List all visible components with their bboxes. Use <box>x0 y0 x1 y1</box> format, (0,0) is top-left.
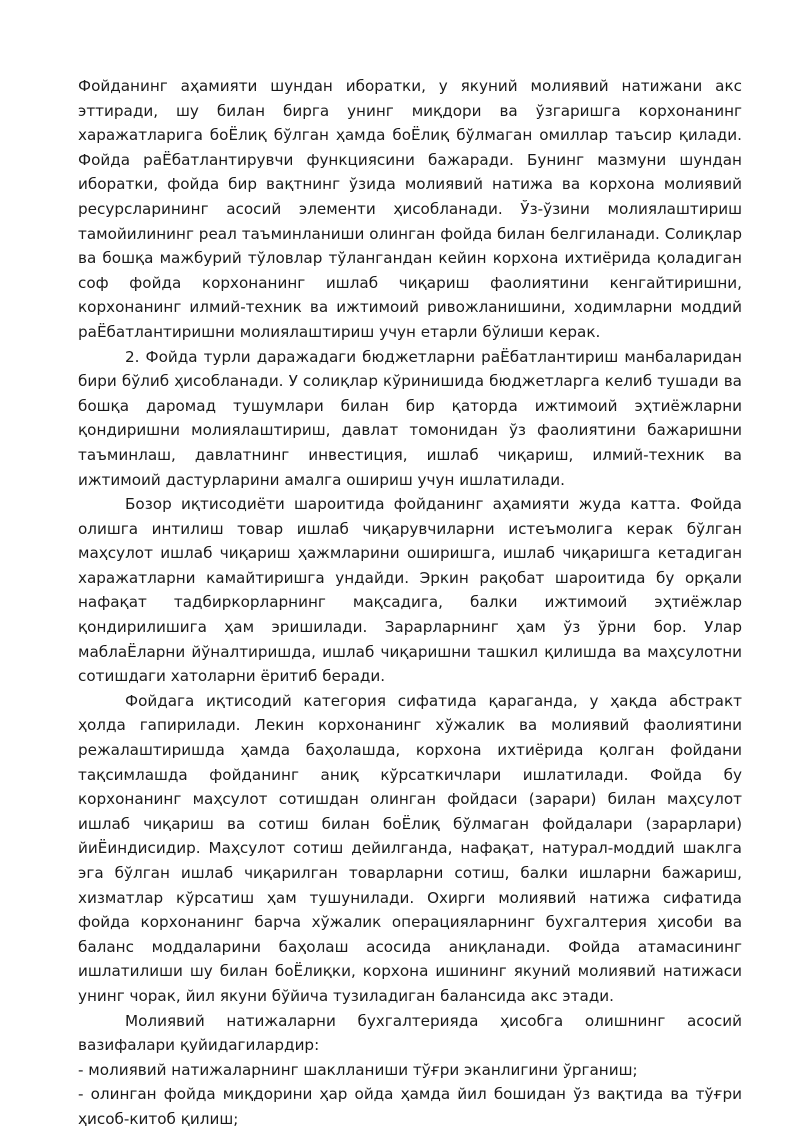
paragraph-budget-source: 2. Фойда турли даражадаги бюджетларни раЁбатлантириш манбаларидан бири бўлиб ҳисобланади. У солиқлар кўринишида бюджетларга келиб тушади ва бошқа даромад тушумлари билан бир қаторда ижтимоий эҳтиёжларни қондиришни молиялаштириш, давлат томонидан ўз фаолиятини бажаришни таъминлаш, давлатнинг инвестиция, ишлаб чиқариш, илмий-техник ва ижтимоий дастурларини амалга ошириш учун ишлатилади. <box>78 347 742 489</box>
document-page <box>78 74 742 1132</box>
list-item-task-1: - молиявий натижаларнинг шаклланиши тўғри эканлигини ўрганиш; <box>78 1060 638 1079</box>
list-item-task-2: - олинган фойда миқдорини ҳар ойда ҳамда йил бошидан ўз вақтида ва тўғри ҳисоб-китоб қилиш; <box>78 1085 742 1128</box>
paragraph-market-economy: Бозор иқтисодиёти шароитида фойданинг аҳамияти жуда катта. Фойда олишга интилиш товар ишлаб чиқарувчиларни истеъмолига керак бўлган маҳсулот ишлаб чиқариш ҳажмларини оширишга, ишлаб чиқаришга кетадиган харажатларни камайтиришга ундайди. Эркин рақобат шароитида бу орқали нафақат тадбиркорларнинг мақсадига, балки ижтимоий эҳтиёжлар қондирилишига ҳам эришилади. Зарарларнинг ҳам ўз ўрни бор. Улар маблаЁларни йўналтиришда, ишлаб чиқаришни ташкил қилишда ва маҳсулотни сотишдаги хатоларни ёритиб беради. <box>78 495 742 686</box>
paragraph-accounting-tasks: Молиявий натижаларни бухгалтерияда ҳисобга олишнинг асосий вазифалари қуйидагилардир: <box>78 1011 742 1055</box>
paragraph-economic-category: Фойдага иқтисодий категория сифатида қараганда, у ҳақда абстракт ҳолда гапирилади. Лекин корхонанинг хўжалик ва молиявий фаолиятини режалаштиришда ҳамда баҳолашда, корхона ихтиёрида қолган фойдани тақсимлашда фойданинг аниқ кўрсаткичлари ишлатилади. Фойда бу корхонанинг маҳсулот сотишдан олинган фойдаси (зарари) билан маҳсулот ишлаб чиқариш ва сотиш билан боЁлиқ бўлмаган фойдалари (зарарлари) йиЁиндисидир. Маҳсулот сотиш дейилганда, нафақат, натурал-моддий шаклга эга бўлган ишлаб чиқарилган товарларни сотиш, балки ишларни бажариш, хизматлар кўрсатиш ҳам тушунилади. Охирги молиявий натижа сифатида фойда корхонанинг барча хўжалик операцияларнинг бухгалтерия ҳисоби ва баланс моддаларини баҳолаш асосида аниқланади. Фойда атамасининг ишлатилиши шу билан боЁлиқки, корхона ишининг якуний молиявий натижаси унинг чорак, йил якуни бўйича тузиладиган балансида акс этади. <box>78 691 742 1005</box>
paragraph-profit-importance: Фойданинг аҳамияти шундан иборатки, у якуний молиявий натижани акс эттиради, шу билан бирга унинг миқдори ва ўзгаришга корхонанинг харажатларига боЁлиқ бўлган ҳамда боЁлиқ бўлмаган омиллар таъсир қилади. Фойда раЁбатлантирувчи функциясини бажаради. Бунинг мазмуни шундан иборатки, фойда бир вақтнинг ўзида молиявий натижа ва корхона молиявий ресурсларининг асосий элементи ҳисобланади. Ўз-ўзини молиялаштириш тамойилининг реал таъминланиши олинган фойда билан белгиланади. Солиқлар ва бошқа мажбурий тўловлар тўлангандан кейин корхона ихтиёрида қоладиган соф фойда корхонанинг ишлаб чиқариш фаолиятини кенгайтиришни, корхонанинг илмий-техник ва ижтимоий ривожланишини, ходимларни моддий раЁбатлантиришни молиялаштириш учун етарли бўлиши керак. <box>78 77 742 341</box>
